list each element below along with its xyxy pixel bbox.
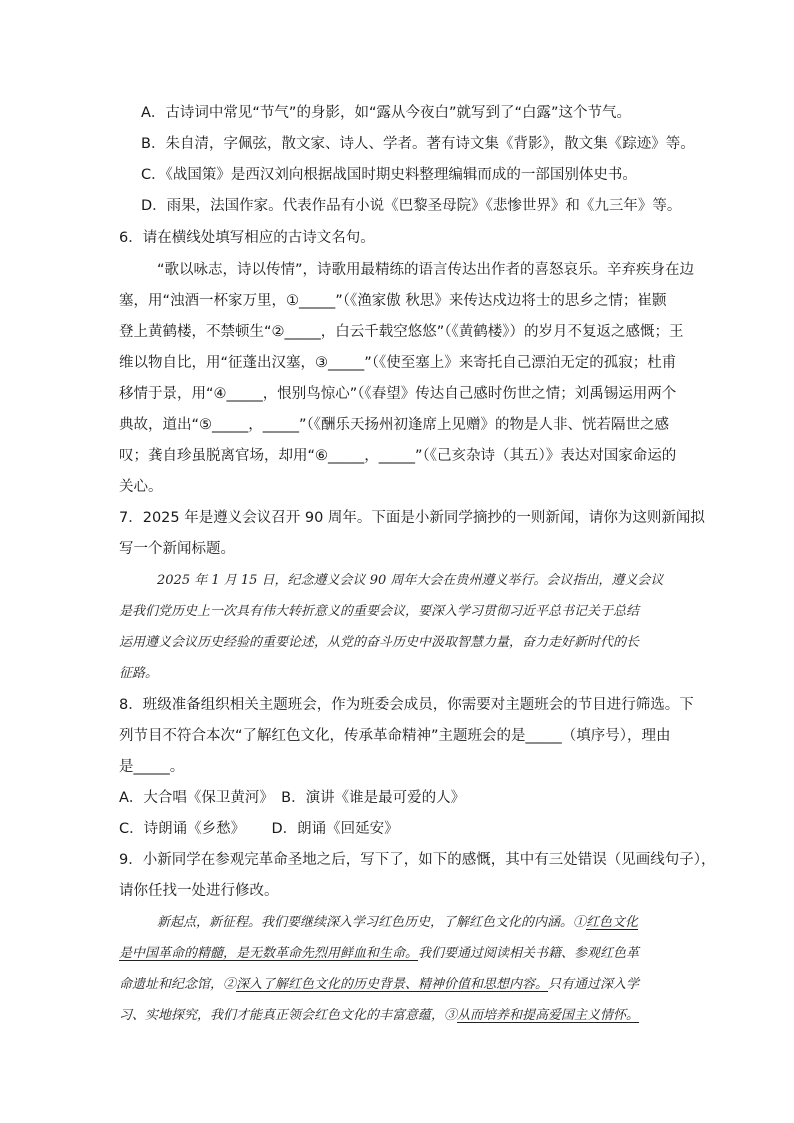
q7-news-line-3: 运用遵义会议历史经验的重要论述，从党的奋斗历史中汲取智慧力量，奋力走好新时代的长: [119, 635, 640, 650]
q5-option-c: C．《战国策》是西汉刘向根据战国时期史料整理编辑而成的一部国别体史书。: [141, 167, 637, 183]
q6-line-3: 登上黄鹤楼，不禁顿生“②_____，白云千载空悠悠”（《黄鹤楼》）的岁月不复返之感慨；王: [119, 324, 684, 340]
q7-title-line-1: 7．2025 年是遵义会议召开 90 周年。下面是小新同学摘抄的一则新闻，请你为这则新闻拟: [119, 510, 705, 526]
q9-underlined-sentence-3: 从而培养和提高爱国主义情怀。: [457, 1008, 640, 1023]
q6-line-5: 移情于景，用“④_____，恨别鸟惊心”（《春望》传达自己感时伤世之情；刘禹锡运用两个: [119, 386, 677, 402]
q8-options-row-1: A．大合唱《保卫黄河》 B．演讲《谁是最可爱的人》: [119, 790, 466, 806]
q9-passage-line-1: [157, 913, 638, 933]
q7-news-line-2: 是我们党历史上一次具有伟大转折意义的重要会议，要深入学习贯彻习近平总书记关于总结: [119, 604, 640, 619]
q9-passage-text: 新起点，新征程。我们要继续深入学习红色历史，了解红色文化的内涵。①: [157, 915, 587, 930]
q6-title: 6．请在横线处填写相应的古诗文名句。: [119, 230, 375, 246]
q9-passage-text: 习、实地探究，我们才能真正领会红色文化的丰富意蕴，③: [119, 1008, 458, 1023]
q9-passage-line-2: [119, 944, 639, 964]
q6-line-2: 塞，用“浊酒一杯家万里，①_____”（《渔家傲 秋思》来传达戍边将士的思乡之情；崔颢: [119, 293, 667, 309]
q5-option-a: A．古诗词中常见“节气”的身影，如“露从今夜白”就写到了“白露”这个节气。: [141, 105, 631, 121]
q9-underlined-sentence-2: 深入了解红色文化的历史背景、精神价值和思想内容。: [236, 977, 549, 992]
q9-title-line-1: 9．小新同学在参观完革命圣地之后，写下了，如下的感慨，其中有三处错误（见画线句子），: [119, 852, 716, 868]
q8-title-line-2: 列节目不符合本次“了解红色文化，传承革命精神”主题班会的是_____（填序号），理由: [119, 728, 671, 744]
q9-title-line-2: 请你任找一处进行修改。: [119, 883, 279, 899]
q6-line-1: “歌以咏志，诗以传情”，诗歌用最精练的语言传达出作者的喜怒哀乐。辛弃疾身在边: [157, 262, 695, 278]
q5-option-b: B．朱自清，字佩弦，散文家、诗人、学者。著有诗文集《背影》，散文集《踪迹》等。: [141, 136, 695, 152]
q6-line-6: 典故，道出“⑤_____，_____”（《酬乐天扬州初逢席上见赠》的物是人非、恍若隔世之感: [119, 417, 670, 433]
q7-title-line-2: 写一个新闻标题。: [119, 541, 235, 557]
q8-title-line-3: 是_____。: [119, 759, 185, 775]
q6-line-8: 关心。: [119, 479, 163, 495]
q6-line-4: 维以物自比，用“征蓬出汉塞，③_____”（《使至塞上》来寄托自己漂泊无定的孤寂；杜甫: [119, 355, 677, 371]
q9-passage-text: 只有通过深入学: [548, 977, 640, 992]
q9-underlined-sentence-1: 红色文化: [586, 915, 639, 930]
q5-option-d: D．雨果，法国作家。代表作品有小说《巴黎圣母院》《悲惨世界》和《九三年》等。: [141, 198, 682, 214]
q9-passage-text: 我们要通过阅读相关书籍、参观红色革: [418, 946, 640, 961]
q9-passage-text: 命遗址和纪念馆，②: [119, 977, 237, 992]
q9-passage-line-3: [119, 975, 639, 995]
q8-options-row-2: C．诗朗诵《乡愁》 D．朗诵《回延安》: [119, 821, 399, 837]
q6-line-7: 叹；龚自珍虽脱离官场，却用“⑥_____，_____”（《己亥杂诗（其五）》表达对国家命运的: [119, 448, 677, 464]
q8-title-line-1: 8．班级准备组织相关主题班会，作为班委会成员，你需要对主题班会的节目进行筛选。下: [119, 697, 694, 713]
q9-underlined-sentence-1-cont: 是中国革命的精髓，是无数革命先烈用鲜血和生命。: [119, 946, 419, 961]
q7-news-line-4: 征路。: [119, 666, 159, 681]
q7-news-line-1: 2025 年 1 月 15 日，纪念遵义会议 90 周年大会在贵州遵义举行。会议指出，遵义会议: [157, 573, 664, 588]
q9-passage-line-4: [119, 1006, 639, 1026]
